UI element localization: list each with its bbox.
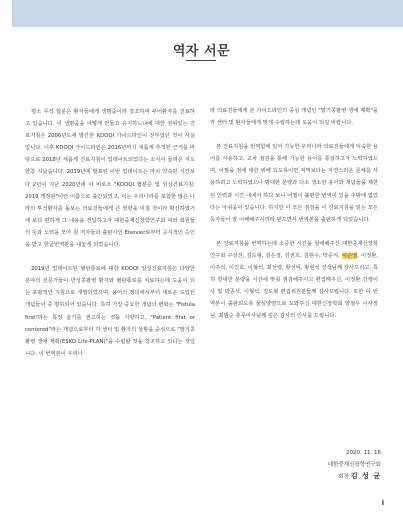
signature-name: 김 성 균 <box>350 472 381 480</box>
paragraph: 2019년 업데이트된 혈관통로에 대한 KDOQI 임상진료지침은 다양한 분야의 전문가들이 만성콩팥병 환자와 혈관통로를 치료하는데 도움이 되는 포괄적인 지침으로 개발되었으며, 용어의 정의에서부터 새로운 도입된 개념들이 중 명하되어 있습니다. 특히 가장 중요한 개념의 변화는 "Fistula first"라는 특정 슬기를 권고하는 것을 지양하고, "Patient first or centered"라는 개념으로부터 각 센터 및 환자의 상황을 중심으로 "말기콩팥병 생애 계획(ESKD Life-PLAN)"을 수립할 것을 강조하고 있다는 것입니다. 이 번역본이 우리나 <box>25 266 195 357</box>
text-run: 본 진료지침을 번역하는데 소중한 시간을 할애해주신 대한중재신장학연구회 구상진, 김도형, 김은정, 김전호, 김현수, 박준식, <box>210 240 378 259</box>
title-underline <box>186 60 216 61</box>
page-title: 역자 서문 <box>172 44 231 59</box>
signature-date: 2020. 11. 16 <box>346 450 381 456</box>
paragraph: 평소 무석 협분은 환자들에게 생명줌이라 강조하며 두어환자를 진료하고 있습니다. 이 생명줌을 어떻게 만들고 유지하느냐에 대한 권위있는 진료지침은 2006년도에 발간한 KDOQI 가이드라인이 전부였던 것이 사실입니다. 이후 KDOQI 가이드라인은 2016년까지 새롭게 추적된 근거를 바탕으로 2018년 새롭게 진료지침이 업데이트되었다는 소식이 들려온 지도 한참 지났습니다. 2019년에 발표된 이번 업데이트는 마치 약속된 시간보다 2년이 지난 2020년에 야 비로소 "KDOQI 협분증 및 임상진료지침: 2019 개정판"이란 이름으로 출간되었고, 이는 우리나라를 포함한 많은 나라의 투석환자를 돌보는 의료진들에게 큰 영향을 미칠 것이라 확신하였기에 보다 편하게 그 내용을 전달하고자 대한중재신장학연구회 여러 회원들의 뜻과 노력을 모아 원 저자들과 출판사인 Elsevier로부터 공식적인 승인을 받고 한글번역판을 내놓게 되었습니다. <box>25 109 195 249</box>
paragraph: 라 의료진들에게 본 가이드라인의 중심 개념인 "말기콩팥병 생애 계획"을 각 센터 및 환자들에게 맞게 수립하는데 도움이 되길 바랍니다. <box>210 108 378 127</box>
signature-role: 회장 <box>338 474 350 480</box>
signature-line <box>211 471 381 484</box>
highlighted-name: 이은영 <box>341 252 358 259</box>
right-column <box>210 105 378 323</box>
signature-block <box>211 448 381 484</box>
left-column <box>25 106 195 360</box>
paragraph: 본 진료지침을 번역함에 있어 가능한 우리나라 의료진들에게 익숙한 용어를 사용하고, 교차 점검을 통해 가능한 용어를 통일하고자 노력하였으며, 어쩔을 점에 대한 위해 되도록이면 직역보다는 자연스러운 문체를 사용하려고 노력하였으나 방대한 분량과 다소 생소한 용어와 개념들을 제한된 인력과 시간 내에서 하다 보니 어쩔이 불편한 번역이 있을 수밖에 없었다는 아쉬움이 있습니다. 하지만 이 모든 점검을 이 진료지침을 읽는 모든 독자들이 잘 이해해주시리라 믿으면서 번역본을 출판하게 되었습니다. <box>210 144 378 223</box>
page-number: i <box>381 499 384 507</box>
header-band <box>12 0 403 27</box>
paragraph-acknowledgements <box>210 238 378 323</box>
text-run: , 이정환, 이주석, 이진호, 이형석, 최선령, 황선덕, 황현석 선생님께 감사드리고, 특히 방대한 분량을 시간에 맞춰 점검해주시고 편집해주신, 이정환 간행이사 및 박종석, 이형석, 김도형 편집위원분들께 감사드립니다. 또한 이 번역본이 출판되도록 물심양면으로 도와주신 대한신장학회 양철우 이사장님, 최범순 총무이사님께 깊은 감사의 인사를 드립니다. <box>210 252 378 320</box>
signature-org: 대한중재신장학연구회 <box>327 461 381 468</box>
